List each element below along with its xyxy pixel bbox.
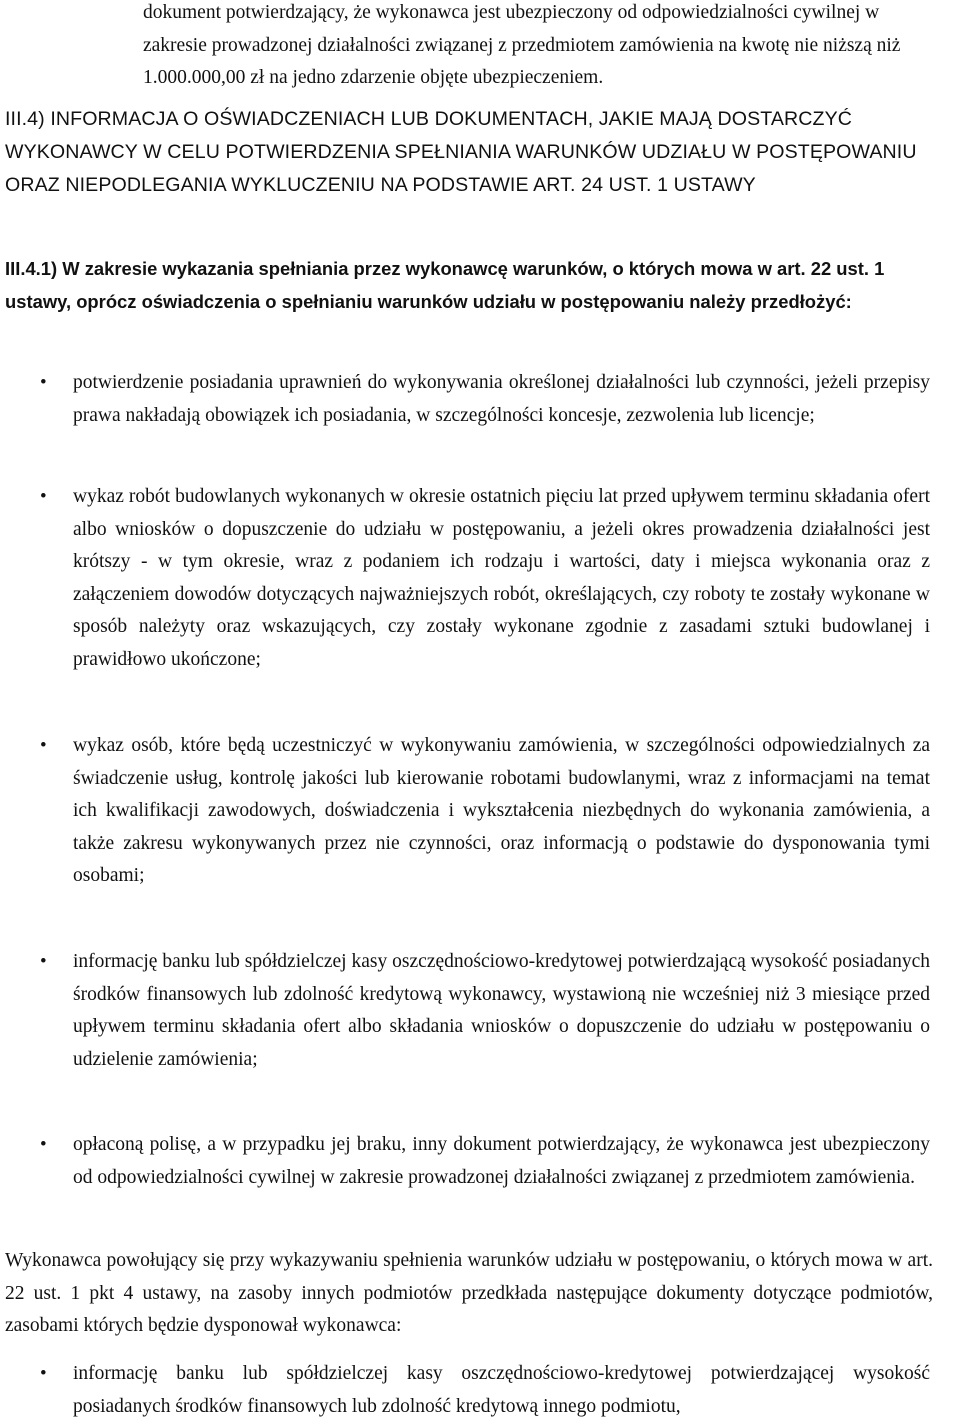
bullet-icon: • [40, 951, 47, 972]
continuation-text: dokument potwierdzający, że wykonawca jest ubezpieczony od odpowiedzialności cywilnej w zakresie prowadzonej działalności związanej z przedmiotem zamówienia na kwotę nie niższą niż 1.000.000,00 zł na jedno zdarzenie objęte ubezpieczeniem. [143, 2, 901, 88]
subsection-heading: III.4.1) W zakresie wykazania spełniania przez wykonawcę warunków, o których mowa w art. 22 ust. 1 ustawy, oprócz oświadczenia o spełnianiu warunków udziału w postępowaniu należy przedłożyć: [5, 258, 885, 312]
list-item-text: informację banku lub spółdzielczej kasy oszczędnościowo-kredytowej potwierdzającą wysokość posiadanych środków finansowych lub zdolność kredytową wykonawcy, wystawioną nie wcześniej niż 3 miesiące przed upływem terminu składania ofert albo składania wniosków o dopuszczenie do udziału w postępowaniu o udzielenie zamówienia; [73, 951, 930, 1070]
bullet-icon: • [40, 735, 47, 756]
list-item-text: opłaconą polisę, a w przypadku jej braku, inny dokument potwierdzający, że wykonawca jest ubezpieczony od odpowiedzialności cywilnej w zakresie prowadzonej działalności związanej z przedmiotem zamówienia. [73, 1134, 930, 1188]
section-heading: III.4) INFORMACJA O OŚWIADCZENIACH LUB DOKUMENTACH, JAKIE MAJĄ DOSTARCZYĆ WYKONAWCY W CELU POTWIERDZENIA SPEŁNIANIA WARUNKÓW UDZIAŁU W POSTĘPOWANIU ORAZ NIEPODLEGANIA WYKLUCZENIU NA PODSTAWIE ART. 24 UST. 1 USTAWY [5, 108, 917, 196]
bullet-icon: • [40, 486, 47, 507]
bullet-icon: • [40, 1134, 47, 1155]
list-item-text: wykaz robót budowlanych wykonanych w okresie ostatnich pięciu lat przed upływem terminu składania ofert albo wniosków o dopuszczenie do udziału w postępowaniu, a jeżeli okres prowadzenia działalności jest krótszy - w tym okresie, wraz z podaniem ich rodzaju i wartości, daty i miejsca wykonania oraz z załączeniem dowodów dotyczących najważniejszych robót, określających, czy roboty te zostały wykonane w sposób należyty oraz wskazujących, czy zostały wykonane zgodnie z zasadami sztuki budowlanej i prawidłowo ukończone; [73, 486, 930, 670]
list-item-text: wykaz osób, które będą uczestniczyć w wykonywaniu zamówienia, w szczególności odpowiedzialnych za świadczenie usług, kontrolę jakości lub kierowanie robotami budowlanymi, wraz z informacjami na temat ich kwalifikacji zawodowych, doświadczenia i wykształcenia niezbędnych do wykonania zamówienia, a także zakresu wykonywanych przez nie czynności, oraz informacją o podstawie do dysponowania tymi osobami; [73, 735, 930, 886]
list-item-text: potwierdzenie posiadania uprawnień do wykonywania określonej działalności lub czynności, jeżeli przepisy prawa nakładają obowiązek ich posiadania, w szczególności koncesje, zezwolenia lub licencje; [73, 372, 930, 426]
bullet-icon: • [40, 1363, 47, 1384]
bullet-icon: • [40, 372, 47, 393]
list-item-text: informację banku lub spółdzielczej kasy oszczędnościowo-kredytowej potwierdzającej wysokość posiadanych środków finansowych lub zdolność kredytową innego podmiotu, [73, 1363, 930, 1417]
resources-paragraph: Wykonawca powołujący się przy wykazywaniu spełnienia warunków udziału w postępowaniu, o których mowa w art. 22 ust. 1 pkt 4 ustawy, na zasoby innych podmiotów przedkłada następujące dokumenty dotyczące podmiotów, zasobami których będzie dysponował wykonawca: [5, 1250, 933, 1336]
